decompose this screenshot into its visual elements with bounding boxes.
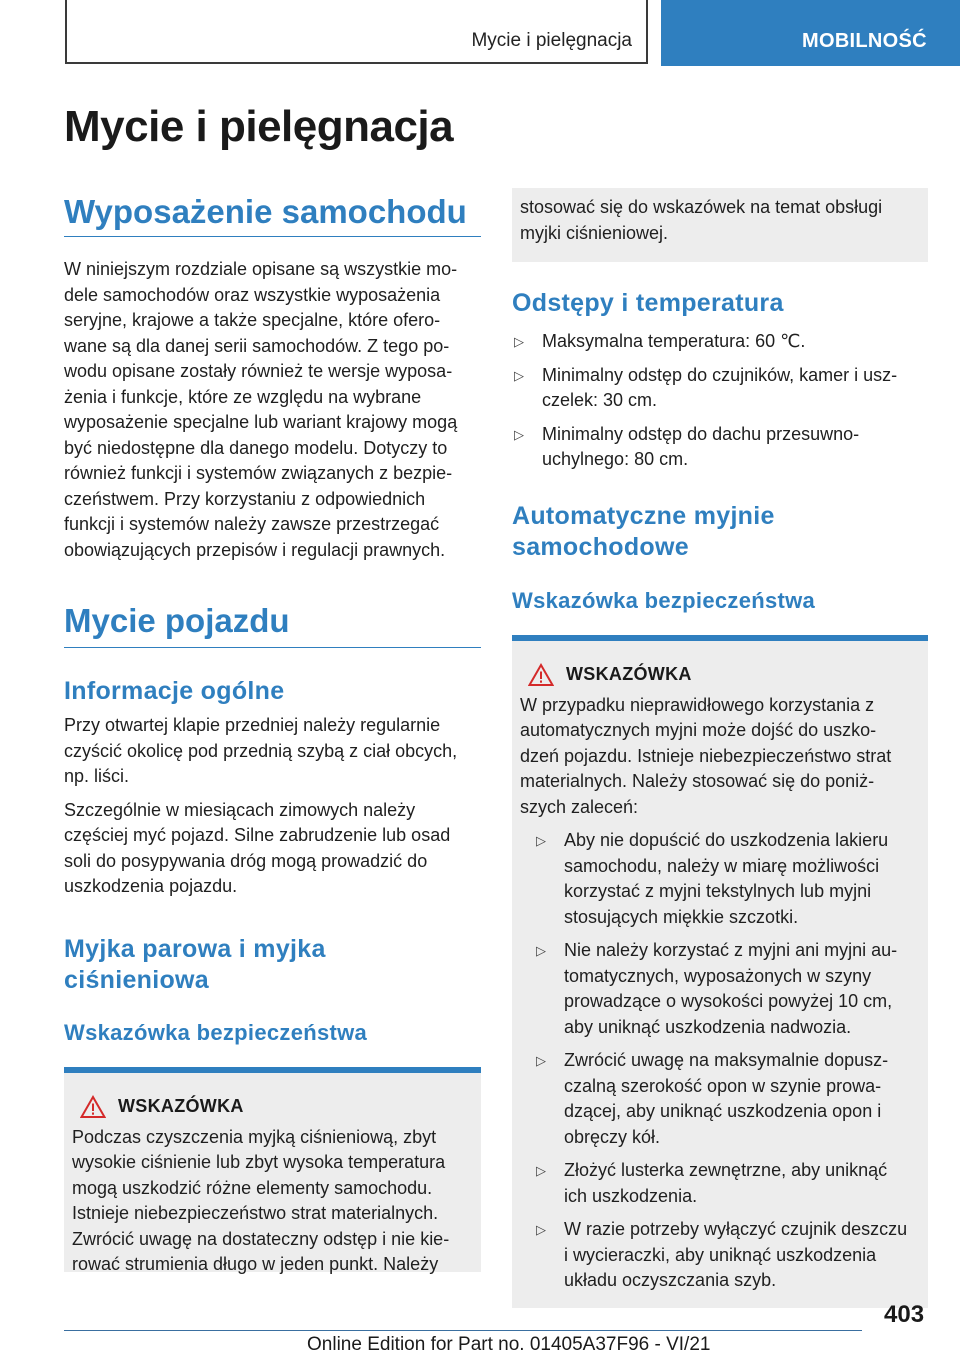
distances-list	[512, 329, 928, 473]
subheading-safety-note: Wskazówka bezpieczeństwa	[512, 587, 816, 613]
bullet-icon: ▷	[514, 367, 524, 383]
notice-header	[72, 1093, 471, 1121]
list-item: ▷ Minimalny odstęp do dachu przesuwno- uchylnego: 80 cm.	[514, 423, 860, 469]
list-item: ▷ Maksymalna temperatura: 60 ℃.	[512, 329, 928, 355]
section-divider	[64, 236, 481, 237]
notice-header	[520, 661, 918, 689]
paragraph-general-2: Szczególnie w miesiącach zimowych należy częściej myć pojazd. Silne zabrudzenie lub osad soli do posypywania dróg mogą prowadzić do uszkodzenia pojazdu.	[64, 799, 451, 896]
header-chapter-tab[interactable]	[661, 0, 960, 66]
page-title: Mycie i pielęgnacja	[64, 102, 454, 151]
footer-divider	[64, 1330, 862, 1331]
right-column	[512, 188, 928, 1308]
footer-edition: Online Edition for Part no. 01405A37F96 - VI/21	[307, 1334, 711, 1355]
bullet-icon: ▷	[536, 1053, 546, 1068]
warning-triangle-icon	[528, 663, 554, 687]
notice-text: W przypadku nieprawidłowego korzystania z automatycznych myjni może dojść do uszko- dzeń pojazdu. Istnieje niebezpieczeństwo strat materialnych. Należy stosować się do poniż- szych zaleceń:	[520, 694, 892, 817]
header-section-box	[65, 0, 648, 64]
bullet-icon: ▷	[536, 943, 546, 958]
list-item: ▷ Nie należy korzystać z myjni ani myjni au- tomatycznych, wyposażonych w szyny prowadzące o wysokości powyżej 10 cm, aby uniknąć uszkodzenia nadwozia.	[536, 940, 898, 1037]
notice-box-continued	[512, 188, 928, 262]
notice-text: Podczas czyszczenia myjką ciśnieniową, zbyt wysokie ciśnienie lub zbyt wysoka temperatura mogą uszkodzić różne elementy samochodu. Istnieje niebezpieczeństwo strat materialnych. Zwrócić uwagę na dostateczny odstęp i nie kie- rować strumienia długo w jeden punkt. Należy	[72, 1126, 450, 1274]
subheading-distances-temperature: Odstępy i temperatura	[512, 289, 784, 317]
section-heading-washing: Mycie pojazdu	[64, 602, 290, 639]
list-item: ▷ W razie potrzeby wyłączyć czujnik deszczu i wycieraczki, aby uniknąć uszkodzenia układu oczyszczania szyb.	[536, 1219, 908, 1290]
header-chapter-label: MOBILNOŚĆ	[802, 30, 927, 52]
list-item: ▷ Aby nie dopuścić do uszkodzenia lakieru samochodu, należy w miarę możliwości korzystać z myjni tekstylnych lub myjni stosujących miękkie szczotki.	[536, 830, 889, 927]
header-section-title: Mycie i pielęgnacja	[471, 30, 632, 51]
notice-continued-text: stosować się do wskazówek na temat obsługi myjki ciśnieniowej.	[520, 197, 883, 243]
left-column	[64, 190, 481, 1272]
subheading-automatic-carwash: Automatyczne myjnie samochodowe	[512, 501, 775, 561]
notice-recommendations-list	[534, 828, 918, 1294]
notice-box-pressure-washer	[64, 1073, 481, 1272]
section-heading-equipment: Wyposażenie samochodu	[64, 193, 467, 230]
subheading-safety-note: Wskazówka bezpieczeństwa	[64, 1019, 368, 1045]
list-item: ▷ Minimalny odstęp do czujników, kamer i usz- czelek: 30 cm.	[514, 364, 898, 410]
subheading-pressure-washer: Myjka parowa i myjka ciśnieniowa	[64, 934, 326, 994]
bullet-icon: ▷	[536, 1222, 546, 1237]
bullet-icon: ▷	[514, 334, 524, 349]
notice-box-automatic-carwash	[512, 641, 928, 1308]
list-item: ▷ Zwrócić uwagę na maksymalnie dopusz- czalną szerokość opon w szynie prowa- dzącej, aby uniknąć uszkodzenia opon i obręczy kół.	[536, 1050, 889, 1147]
paragraph-general-1: Przy otwartej klapie przedniej należy regularnie czyścić okolicę pod przednią szybą z ciał obcych, np. liści.	[64, 715, 458, 786]
notice-label: WSKAZÓWKA	[566, 663, 692, 684]
list-item: ▷ Złożyć lusterka zewnętrzne, aby uniknąć ich uszkodzenia.	[536, 1160, 888, 1206]
page-number: 403	[884, 1301, 925, 1328]
bullet-icon: ▷	[514, 426, 524, 442]
warning-triangle-icon	[80, 1095, 106, 1119]
section-divider	[64, 647, 481, 648]
bullet-icon: ▷	[536, 1163, 546, 1178]
subheading-general-info: Informacje ogólne	[64, 677, 285, 705]
bullet-icon: ▷	[536, 833, 546, 848]
notice-label: WSKAZÓWKA	[118, 1095, 244, 1116]
paragraph-equipment: W niniejszym rozdziale opisane są wszystkie mo- dele samochodów oraz wszystkie wyposażenia seryjne, krajowe a także specjalne, które ofero- wane są dla danej serii samochodów. Z tego po- wodu opisane zostały również te wersje wyposa- żenia i funkcje, które ze względu na wybrane wyposażenie specjalne lub wariant krajowy mogą być niedostępne dla danego modelu. Dotyczy to również funkcji i systemów związanych z bezpie- czeństwem. Przy korzystaniu z odpowiednich funkcji i systemów należy zawsze przestrzegać obowiązujących przepisów i regulacji prawnych.	[64, 259, 458, 560]
